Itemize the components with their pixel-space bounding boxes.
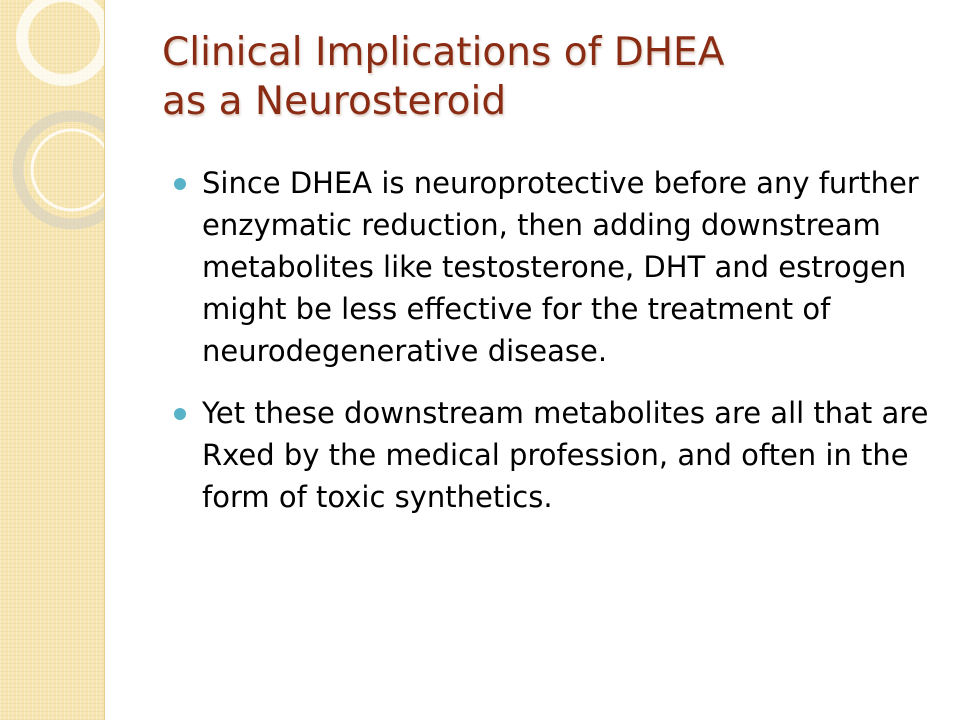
decorative-circles bbox=[0, 0, 104, 720]
bullet-item bbox=[170, 162, 940, 372]
bullet-icon bbox=[174, 178, 186, 190]
bullet-icon bbox=[174, 408, 186, 420]
slide-title bbox=[162, 28, 922, 126]
bullet-text: Yet these downstream metabolites are all that are Rxed by the medical profession, and often in the form of toxic synthetics. bbox=[202, 396, 929, 514]
bullet-item bbox=[170, 392, 940, 518]
title-line-1: Clinical Implications of DHEA bbox=[162, 30, 725, 75]
bullet-text: Since DHEA is neuroprotective before any further enzymatic reduction, then adding downstream metabolites like testosterone, DHT and estrogen might be less effective for the treatment of neurodegenerative disease. bbox=[202, 166, 919, 368]
decorative-side-band bbox=[0, 0, 105, 720]
title-line-2: as a Neurosteroid bbox=[162, 79, 507, 124]
bullet-list bbox=[170, 162, 940, 538]
